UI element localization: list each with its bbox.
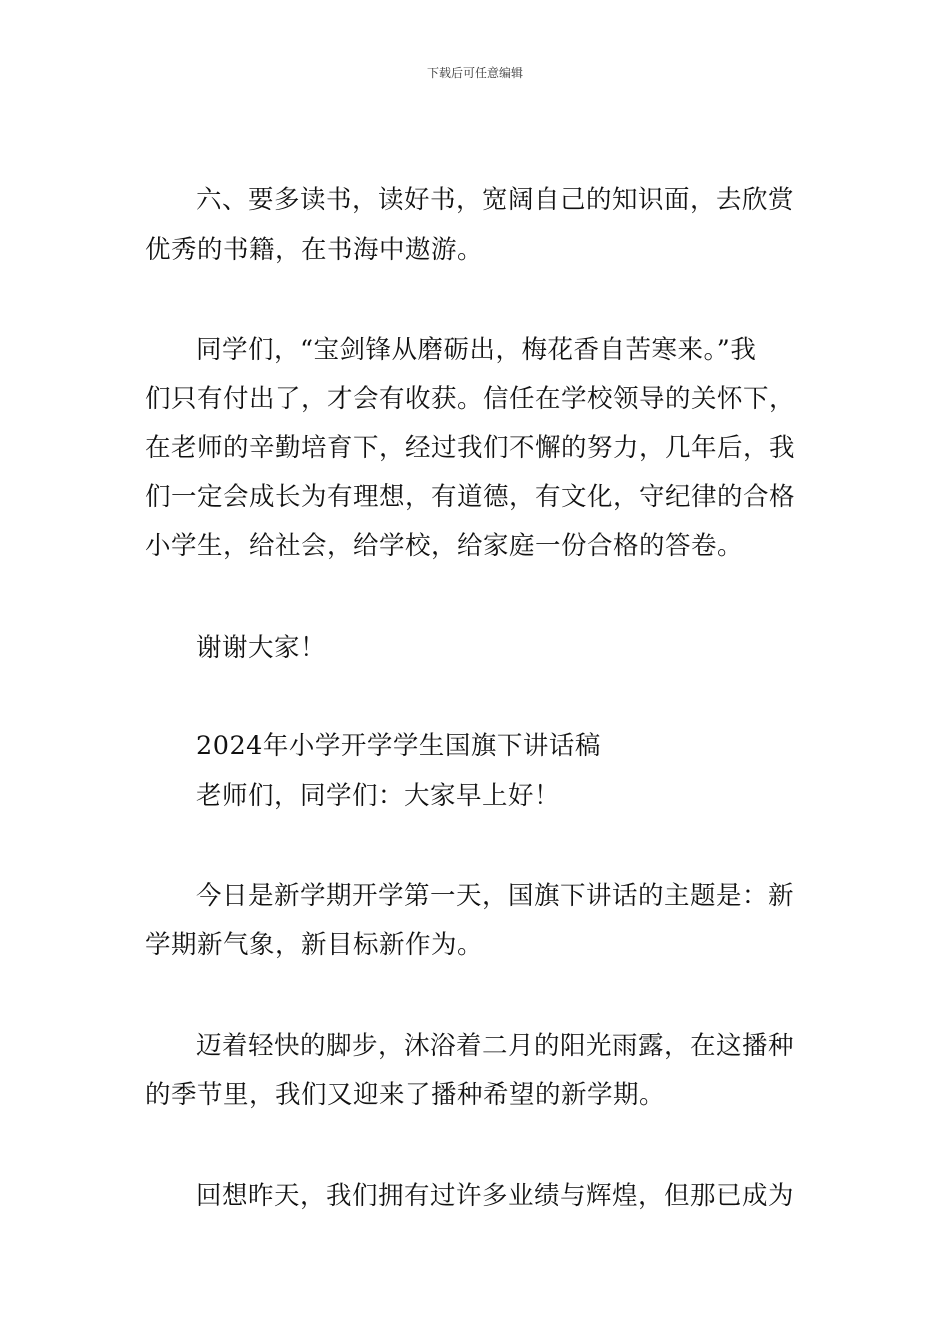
paragraph-line: 小学生，给社会，给学校，给家庭一份合格的答卷。 <box>145 531 744 561</box>
paragraph-line: 在老师的辛勤培育下，经过我们不懈的努力，几年后，我 <box>145 433 796 463</box>
page-header: 下载后可任意编辑 <box>426 66 523 80</box>
paragraph-line: 学期新气象，新目标新作为。 <box>145 930 484 960</box>
section-title: 2024年小学开学学生国旗下讲话稿 <box>196 731 601 761</box>
paragraph-line: 六、要多读书，读好书，宽阔自己的知识面，去欣赏 <box>196 185 795 215</box>
paragraph-line: 回想昨天，我们拥有过许多业绩与辉煌，但那已成为 <box>196 1181 795 1211</box>
paragraph-line: 迈着轻快的脚步，沐浴着二月的阳光雨露，在这播种 <box>196 1031 795 1061</box>
closing-line: 谢谢大家！ <box>196 633 327 663</box>
paragraph-line: 同学们，“宝剑锋从磨砺出，梅花香自苦寒来。”我 <box>196 335 757 365</box>
paragraph-line: 们一定会成长为有理想，有道德，有文化，守纪律的合格 <box>145 482 796 512</box>
paragraph-line: 优秀的书籍，在书海中遨游。 <box>145 235 484 265</box>
greeting-line: 老师们，同学们：大家早上好！ <box>196 781 561 811</box>
paragraph-line: 们只有付出了，才会有收获。信任在学校领导的关怀下， <box>145 384 796 414</box>
paragraph-line: 今日是新学期开学第一天，国旗下讲话的主题是：新 <box>196 881 795 911</box>
paragraph-line: 的季节里，我们又迎来了播种希望的新学期。 <box>145 1080 666 1110</box>
